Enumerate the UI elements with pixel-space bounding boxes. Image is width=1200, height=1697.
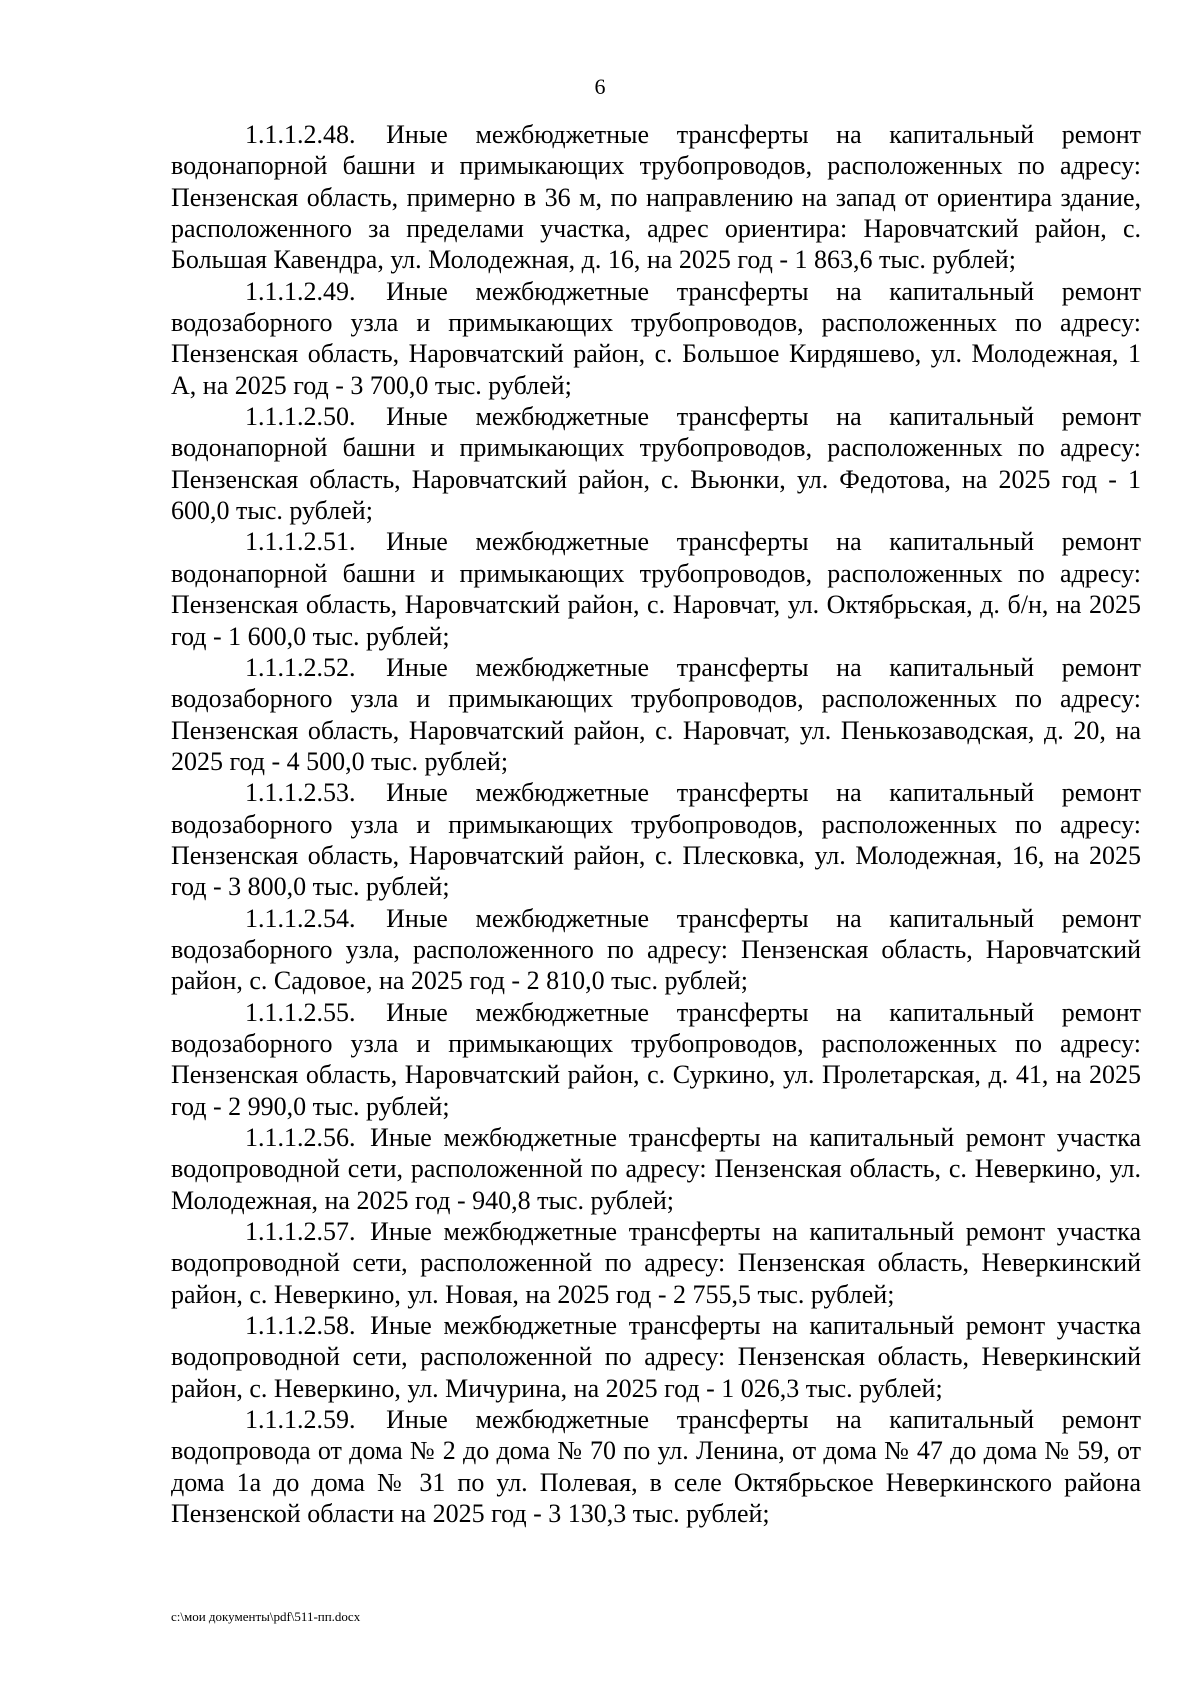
list-item (171, 1310, 1141, 1404)
item-text: Иные межбюджетные трансферты на капитальный ремонт водозаборного узла, расположенного по адресу: Пензенская область, Наровчатский район, с. Садовое, на 2025 год - 2 810,0 тыс. рублей; (171, 903, 1141, 996)
list-item (171, 777, 1141, 902)
item-text: Иные межбюджетные трансферты на капитальный ремонт водопровода от дома № 2 до дома № 70 по ул. Ленина, от дома № 47 до дома № 59, от дома 1а до дома № 31 по ул. Полевая, в селе Октябрьское Неверкинского района Пензенской области на 2025 год - 3 130,3 тыс. рублей; (171, 1405, 1141, 1529)
item-number: 1.1.1.2.53. (245, 778, 356, 808)
item-text: Иные межбюджетные трансферты на капитальный ремонт водонапорной башни и примыкающих трубопроводов, расположенных по адресу: Пензенская область, Наровчатский район, с. Вьюнки, ул. Федотова, на 2025 год - 1 600,0 тыс. рублей; (171, 402, 1141, 526)
item-number: 1.1.1.2.55. (245, 997, 356, 1027)
item-number: 1.1.1.2.49. (245, 276, 356, 306)
item-text: Иные межбюджетные трансферты на капитальный ремонт водозаборного узла и примыкающих трубопроводов, расположенных по адресу: Пензенская область, Наровчатский район, с. Большое Кирдяшево, ул. Молодежная, 1 А, на 2025 год - 3 700,0 тыс. рублей; (171, 276, 1141, 400)
item-list (171, 119, 1141, 1529)
item-number: 1.1.1.2.51. (245, 527, 356, 557)
item-number: 1.1.1.2.57. (245, 1217, 356, 1247)
list-item (171, 1216, 1141, 1310)
item-number: 1.1.1.2.59. (245, 1405, 356, 1435)
item-number: 1.1.1.2.56. (245, 1123, 356, 1152)
list-item (171, 903, 1141, 997)
list-item (171, 401, 1141, 526)
item-number: 1.1.1.2.48. (245, 120, 356, 149)
item-text: Иные межбюджетные трансферты на капитальный ремонт водозаборного узла и примыкающих трубопроводов, расположенных по адресу: Пензенская область, Наровчатский район, с. Наровчат, ул. Пенькозаводская, д. 20, на 2025 год - 4 500,0 тыс. рублей; (171, 652, 1141, 776)
list-item (171, 526, 1141, 651)
item-number: 1.1.1.2.52. (245, 652, 356, 682)
list-item (171, 997, 1141, 1122)
page-number: 6 (594, 74, 606, 99)
item-number: 1.1.1.2.50. (245, 402, 356, 432)
item-text: Иные межбюджетные трансферты на капитальный ремонт участка водопроводной сети, расположенной по адресу: Пензенская область, Неверкинский район, с. Неверкино, ул. Новая, на 2025 год - 2 755,5 тыс. рублей; (171, 1217, 1141, 1309)
item-text: Иные межбюджетные трансферты на капитальный ремонт участка водопроводной сети, расположенной по адресу: Пензенская область, с. Неверкино, ул. Молодежная, на 2025 год - 940,8 тыс. рублей; (171, 1123, 1141, 1215)
list-item (171, 1404, 1141, 1529)
file-path-footer: c:\мои документы\pdf\511-пп.docx (171, 1609, 361, 1624)
item-number: 1.1.1.2.54. (245, 903, 356, 933)
list-item (171, 1122, 1141, 1216)
list-item (171, 652, 1141, 777)
list-item (171, 276, 1141, 401)
item-text: Иные межбюджетные трансферты на капитальный ремонт участка водопроводной сети, расположенной по адресу: Пензенская область, Неверкинский район, с. Неверкино, ул. Мичурина, на 2025 год - 1 026,3 тыс. рублей; (171, 1311, 1141, 1403)
item-text: Иные межбюджетные трансферты на капитальный ремонт водозаборного узла и примыкающих трубопроводов, расположенных по адресу: Пензенская область, Наровчатский район, с. Суркино, ул. Пролетарская, д. 41, на 2025 год - 2 990,0 тыс. рублей; (171, 997, 1141, 1121)
item-text: Иные межбюджетные трансферты на капитальный ремонт водонапорной башни и примыкающих трубопроводов, расположенных по адресу: Пензенская область, примерно в 36 м, по направлению на запад от ориентира здание, расположенного за пределами участка, адрес ориентира: Наровчатский район, с. Большая Кавендра, ул. Молодежная, д. 16, на 2025 год - 1 863,6 тыс. рублей; (171, 120, 1141, 275)
item-text: Иные межбюджетные трансферты на капитальный ремонт водонапорной башни и примыкающих трубопроводов, расположенных по адресу: Пензенская область, Наровчатский район, с. Наровчат, ул. Октябрьская, д. б/н, на 2025 год - 1 600,0 тыс. рублей; (171, 527, 1141, 651)
list-item (171, 119, 1141, 276)
item-number: 1.1.1.2.58. (245, 1311, 356, 1341)
item-text: Иные межбюджетные трансферты на капитальный ремонт водозаборного узла и примыкающих трубопроводов, расположенных по адресу: Пензенская область, Наровчатский район, с. Плесковка, ул. Молодежная, 16, на 2025 год - 3 800,0 тыс. рублей; (171, 778, 1141, 902)
